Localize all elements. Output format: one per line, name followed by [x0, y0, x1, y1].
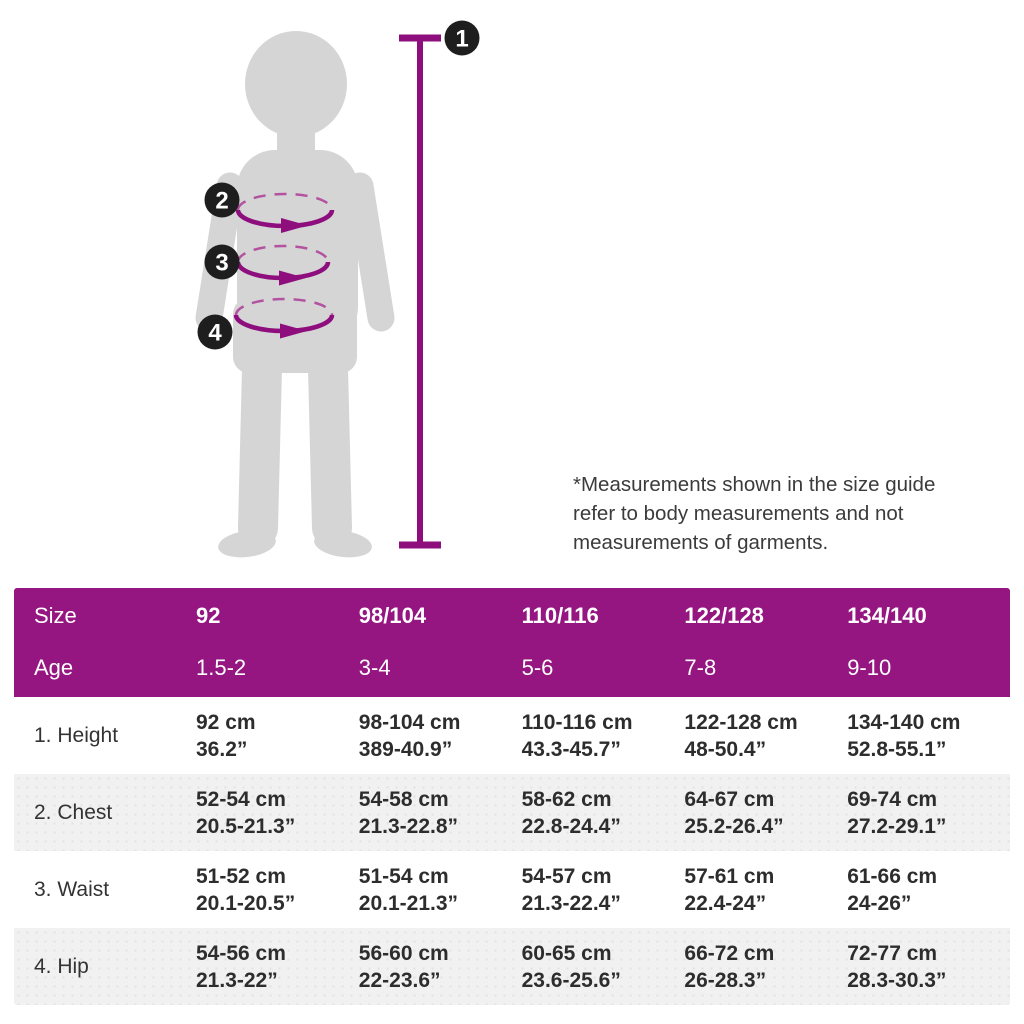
marker-2-label: 2 — [215, 187, 229, 215]
hip-110-116: 60-65 cm 23.6-25.6” — [521, 941, 621, 992]
table-header — [14, 588, 1010, 697]
height-measure-line — [399, 37, 441, 546]
child-silhouette-graphic — [209, 31, 381, 560]
row-label: 4. Hip — [34, 954, 89, 978]
age-row-label: Age — [34, 655, 74, 680]
waist-98-104: 51-54 cm 20.1-21.3” — [358, 864, 459, 915]
header-size-row — [14, 590, 1010, 642]
chest-122-128: 64-67 cm 25.2-26.4” — [684, 787, 784, 838]
marker-3-waist — [205, 245, 240, 280]
age-col-4: 7-8 — [684, 655, 717, 680]
height-110-116: 110-116 cm 43.3-45.7” — [521, 710, 633, 761]
marker-4-hip — [198, 315, 233, 350]
chest-92: 52-54 cm 20.5-21.3” — [196, 787, 296, 838]
height-92: 92 cm 36.2” — [196, 710, 256, 761]
table-row-height — [14, 697, 1010, 774]
age-col-3: 5-6 — [521, 655, 554, 680]
chest-98-104: 54-58 cm 21.3-22.8” — [358, 787, 459, 838]
hip-122-128: 66-72 cm 26-28.3” — [684, 941, 775, 992]
age-col-2: 3-4 — [358, 655, 391, 680]
age-col-5: 9-10 — [847, 655, 892, 680]
table-row-hip — [14, 928, 1010, 1005]
hip-134-140: 72-77 cm 28.3-30.3” — [847, 941, 947, 992]
header-age-row — [14, 642, 1010, 694]
body-measurement-diagram — [0, 0, 560, 580]
row-label: 1. Height — [34, 723, 119, 747]
table-row-waist — [14, 851, 1010, 928]
marker-1-label: 1 — [455, 25, 469, 53]
waist-134-140: 61-66 cm 24-26” — [847, 864, 938, 915]
size-col-110-116: 110/116 — [521, 603, 599, 628]
marker-2-chest — [205, 183, 240, 218]
height-98-104: 98-104 cm 389-40.9” — [358, 710, 461, 761]
size-col-98-104: 98/104 — [358, 603, 427, 628]
row-label: 3. Waist — [34, 877, 110, 901]
size-guide-table — [14, 588, 1010, 1005]
size-col-134-140: 134/140 — [847, 603, 927, 628]
marker-3-label: 3 — [215, 249, 229, 277]
waist-122-128: 57-61 cm 22.4-24” — [684, 864, 775, 915]
waist-110-116: 54-57 cm 21.3-22.4” — [521, 864, 621, 915]
size-col-122-128: 122/128 — [684, 603, 764, 628]
age-col-1: 1.5-2 — [196, 655, 247, 680]
chest-110-116: 58-62 cm 22.8-24.4” — [521, 787, 621, 838]
marker-1-height — [445, 21, 480, 56]
marker-4-label: 4 — [208, 319, 222, 347]
hip-98-104: 56-60 cm 22-23.6” — [358, 941, 449, 992]
height-134-140: 134-140 cm 52.8-55.1” — [847, 710, 961, 761]
chest-134-140: 69-74 cm 27.2-29.1” — [847, 787, 947, 838]
size-row-label: Size — [34, 603, 77, 628]
hip-92: 54-56 cm 21.3-22” — [196, 941, 286, 992]
row-label: 2. Chest — [34, 800, 113, 824]
height-122-128: 122-128 cm 48-50.4” — [684, 710, 798, 761]
measurement-disclaimer-note: *Measurements shown in the size guide refer to body measurements and not measurements of garments. — [573, 473, 936, 554]
waist-92: 51-52 cm 20.1-20.5” — [196, 864, 296, 915]
table-row-chest — [14, 774, 1010, 851]
size-col-92: 92 — [196, 603, 221, 628]
